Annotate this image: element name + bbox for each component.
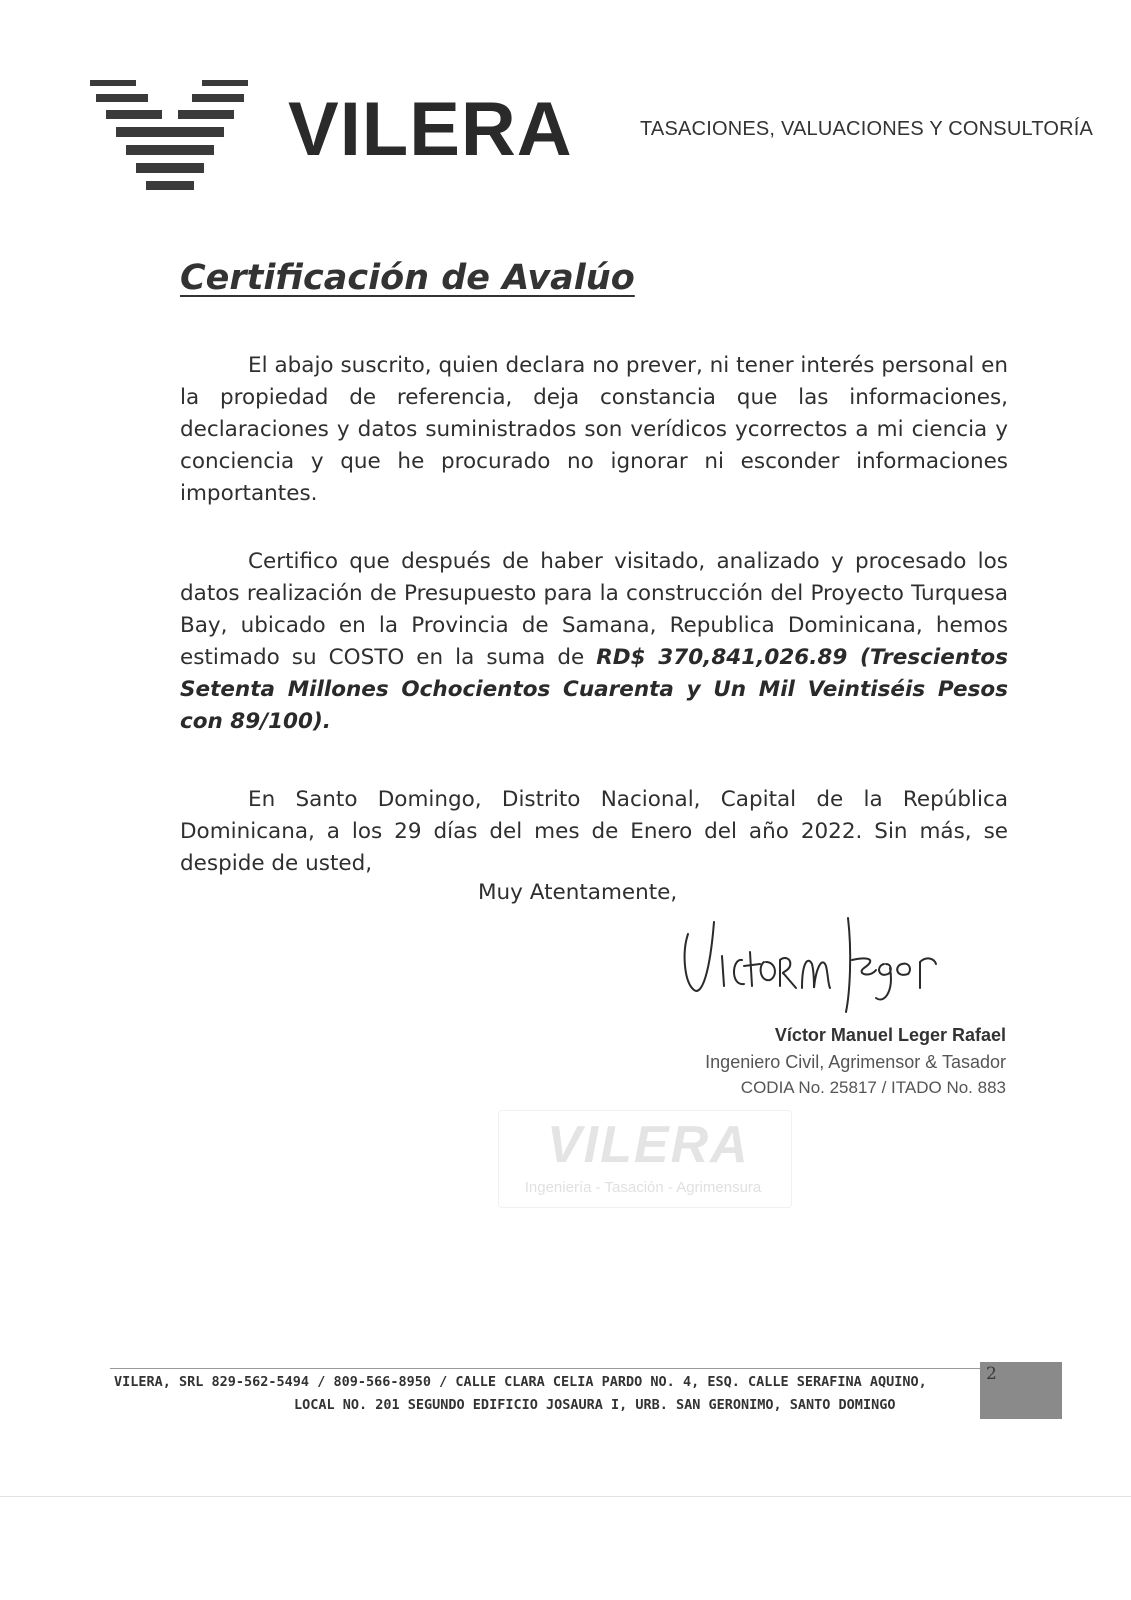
footer-contact-line-2: LOCAL NO. 201 SEGUNDO EDIFICIO JOSAURA I, URB. SAN GERONIMO, SANTO DOMINGO xyxy=(294,1397,896,1413)
company-stamp xyxy=(498,1110,792,1208)
paragraph-certification-text: Certifico que después de haber visitado, analizado y procesado los datos realización de Presupuesto para la construcción del Proyecto Turquesa Bay, ubicado en la Provincia de Samana, Republica Dominicana, hemos estimado su COSTO en la suma de xyxy=(180,549,1008,670)
paragraph-certification xyxy=(180,546,1008,738)
appraisal-amount: RD$ 370,841,026.89 (Trescientos Setenta Millones Ochocientos Cuarenta y Un Mil Veintiséis Pesos con 89/100). xyxy=(180,645,1008,734)
footer-contact-line-1: VILERA, SRL 829-562-5494 / 809-566-8950 / CALLE CLARA CELIA PARDO NO. 4, ESQ. CALLE SERAFINA AQUINO, xyxy=(114,1374,927,1390)
footer-divider xyxy=(110,1368,1000,1369)
page-number-box xyxy=(980,1362,1062,1419)
brand-name: VILERA xyxy=(288,87,573,172)
paragraph-declaration xyxy=(180,350,1008,510)
stamp-brand: VILERA xyxy=(547,1116,750,1174)
signer-registration: CODIA No. 25817 / ITADO No. 883 xyxy=(740,1078,1006,1097)
page-number: 2 xyxy=(986,1364,997,1384)
signer-name: Víctor Manuel Leger Rafael xyxy=(774,1025,1006,1045)
document-title: Certificación de Avalúo xyxy=(180,258,635,298)
paragraph-declaration-text: El abajo suscrito, quien declara no prever, ni tener interés personal en la propiedad de referencia, deja constancia que las informaciones, declaraciones y datos suministrados son verídicos ycorrectos a mi ciencia y conciencia y que he procurado no ignorar ni esconder informaciones importantes. xyxy=(180,353,1008,506)
page-bottom-divider xyxy=(0,1496,1131,1497)
closing-salutation: Muy Atentamente, xyxy=(478,880,678,905)
v-stripes-logo-icon xyxy=(82,78,262,198)
handwritten-signature xyxy=(680,912,960,1032)
paragraph-place-date-text: En Santo Domingo, Distrito Nacional, Capital de la República Dominicana, a los 29 días del mes de Enero del año 2022. Sin más, se despide de usted, xyxy=(180,787,1008,876)
signer-role: Ingeniero Civil, Agrimensor & Tasador xyxy=(705,1052,1006,1072)
stamp-subtitle: Ingeniería - Tasación - Agrimensura xyxy=(524,1179,762,1196)
brand-tagline: TASACIONES, VALUACIONES Y CONSULTORÍA xyxy=(640,118,1094,140)
paragraph-place-date xyxy=(180,784,1008,880)
